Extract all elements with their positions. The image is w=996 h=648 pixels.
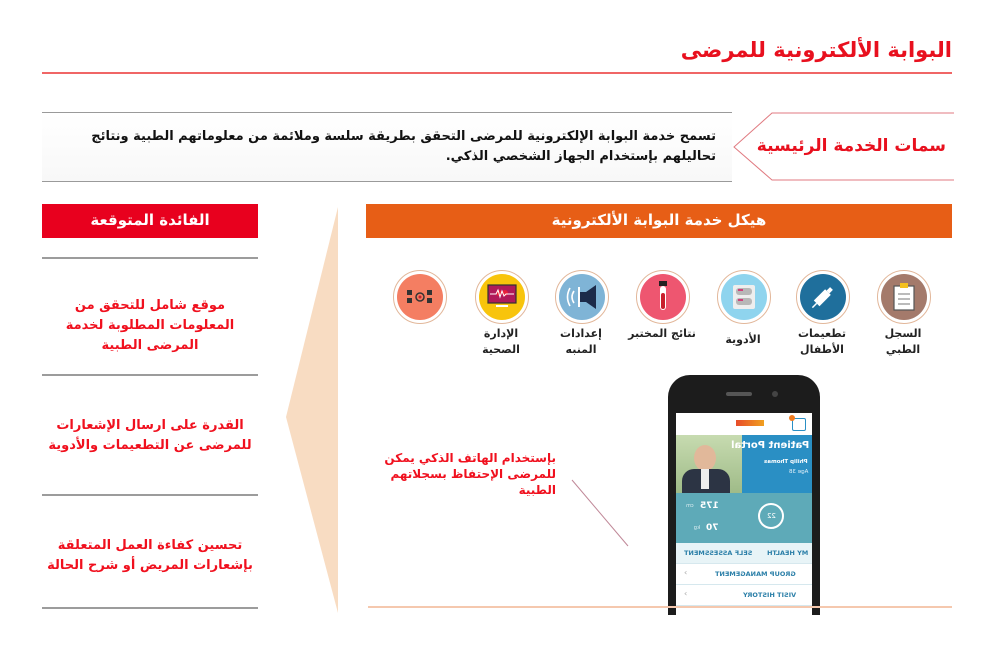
service-lab-results[interactable] — [636, 270, 690, 324]
patient-age: Age 38 — [788, 469, 808, 475]
syringe-icon — [800, 274, 846, 320]
height-value: 175 — [700, 501, 719, 511]
chevron-left-icon: ‹ — [684, 589, 688, 598]
speaker-icon — [559, 274, 605, 320]
phone-speaker — [726, 392, 752, 396]
app-top-bar — [676, 413, 812, 436]
menu-visit-history[interactable]: VISIT HISTORY ‹ — [676, 585, 812, 606]
title-divider — [42, 72, 952, 74]
benefit-divider — [42, 607, 258, 609]
service-label: الأدوية — [725, 333, 761, 346]
tab-self-assessment[interactable]: SELF ASSESSMENT — [684, 549, 753, 557]
phone-camera — [772, 391, 778, 397]
patient-name: Philip Thomas — [764, 459, 808, 465]
tab-my-health[interactable]: MY HEALTH — [766, 549, 808, 557]
heart-monitor-icon — [479, 274, 525, 320]
service-medications[interactable] — [717, 270, 771, 324]
service-label: نتائج المختبر — [628, 327, 696, 340]
key-features-label: سمات الخدمة الرئيسية — [756, 136, 946, 156]
phone-note: بإستخدام الهاتف الذكي يمكن للمرضى الإحتفاظ بسجلاتهم الطبية — [384, 451, 556, 497]
network-icon — [397, 274, 443, 320]
height-unit: cm — [686, 503, 694, 509]
key-features-description-box — [42, 112, 732, 182]
test-tube-icon — [640, 274, 686, 320]
app-logo — [736, 420, 764, 426]
benefit-divider — [42, 494, 258, 496]
service-label: السجل الطبي — [884, 327, 922, 356]
service-alarm-settings[interactable] — [555, 270, 609, 324]
phone-screen — [676, 413, 812, 615]
benefit-item: موقع شامل للتحقق من المعلومات المطلوبة لخدمة المرضى الطبية — [65, 298, 235, 353]
pills-icon — [721, 274, 767, 320]
health-stats — [676, 493, 812, 543]
service-health-management[interactable] — [475, 270, 529, 324]
benefit-item: القدرة على ارسال الإشعارات للمرضى عن التطعيمات والأدوية — [48, 418, 252, 453]
service-child-vaccinations[interactable] — [796, 270, 850, 324]
notification-badge — [789, 415, 795, 421]
weight-unit: kg — [694, 525, 701, 531]
benefit-item: تحسين كفاءة العمل المتعلقة بإشعارات المريض أو شرح الحالة — [47, 538, 253, 573]
phone-mockup — [668, 375, 820, 615]
service-medical-record[interactable] — [877, 270, 931, 324]
benefit-divider — [42, 257, 258, 259]
clipboard-icon — [881, 274, 927, 320]
weight-value: 70 — [706, 523, 719, 533]
chevron-left-icon: ‹ — [684, 568, 688, 577]
service-label: إعدادات المنبه — [560, 327, 602, 356]
service-network[interactable] — [393, 270, 447, 324]
chevron-connector — [284, 205, 340, 615]
callout-line — [570, 478, 630, 548]
portal-panel — [730, 435, 812, 493]
key-features-description: تسمح خدمة البوابة الإلكترونية للمرضى التحقق بطريقة سلسة وملائمة من معلوماتهم الطبية ونتائج تحاليلهم بإستخدام الجهاز الشخصي الذكي. — [91, 129, 716, 164]
tab-row — [676, 543, 812, 564]
benefits-header: الفائدة المتوقعة — [42, 204, 258, 238]
page-title: البوابة الألكترونية للمرضى — [680, 38, 952, 62]
service-label: الإدارة الصحية — [482, 327, 520, 356]
bmi-gauge: 22 — [758, 503, 784, 529]
app-title: Patient Portal — [730, 440, 809, 451]
benefit-divider — [42, 374, 258, 376]
menu-group-management[interactable]: GROUP MANAGEMENT ‹ — [676, 564, 812, 585]
structure-header: هيكل خدمة البوابة الألكترونية — [366, 204, 952, 238]
service-label: تطعيمات الأطفال — [797, 327, 847, 356]
structure-bottom-divider — [368, 606, 952, 608]
